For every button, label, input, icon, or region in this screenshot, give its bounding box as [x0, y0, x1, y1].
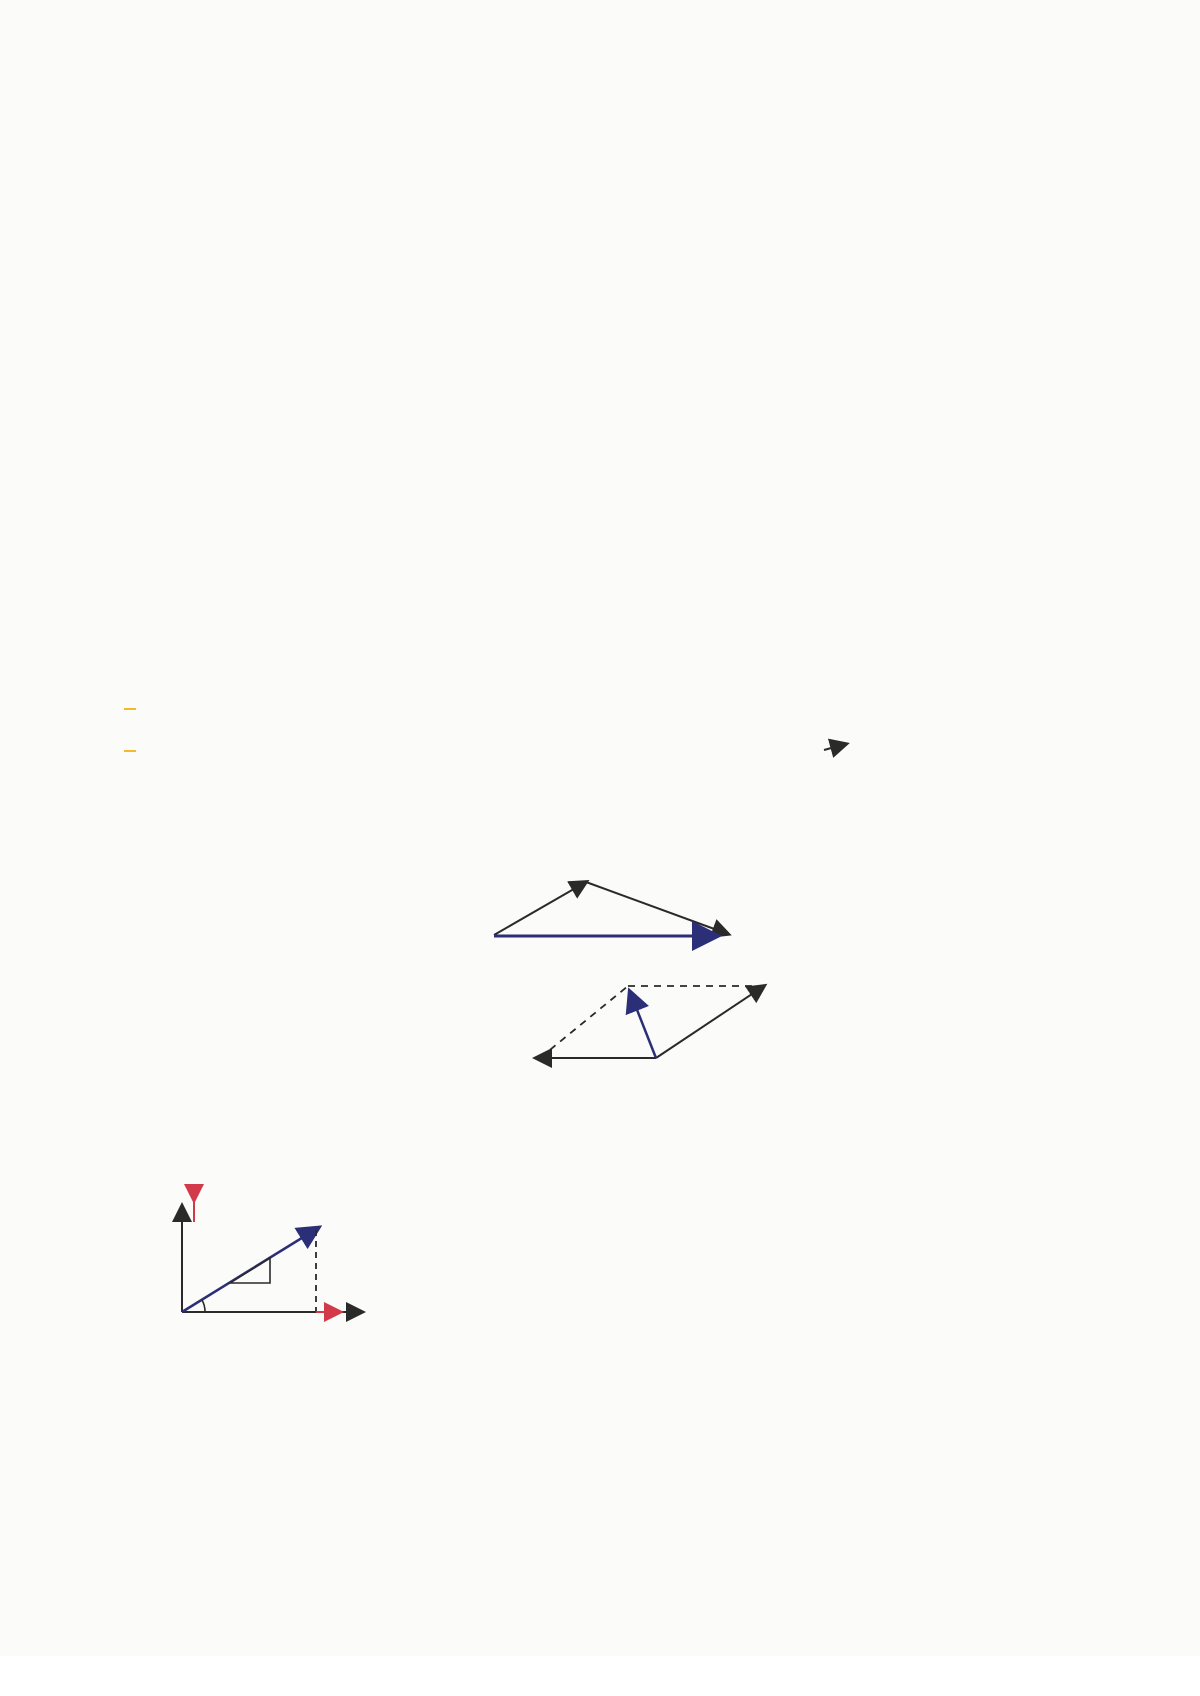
addition-vector-b — [586, 882, 728, 934]
addition-vector-a — [494, 882, 586, 935]
vector-arrow-mark — [824, 744, 846, 750]
subtraction-vector-a — [656, 986, 764, 1058]
subtraction-dashed-side — [540, 986, 628, 1058]
subtraction-resultant-r — [630, 992, 656, 1058]
slope-triangle — [230, 1258, 270, 1283]
theta-arc — [202, 1300, 205, 1312]
